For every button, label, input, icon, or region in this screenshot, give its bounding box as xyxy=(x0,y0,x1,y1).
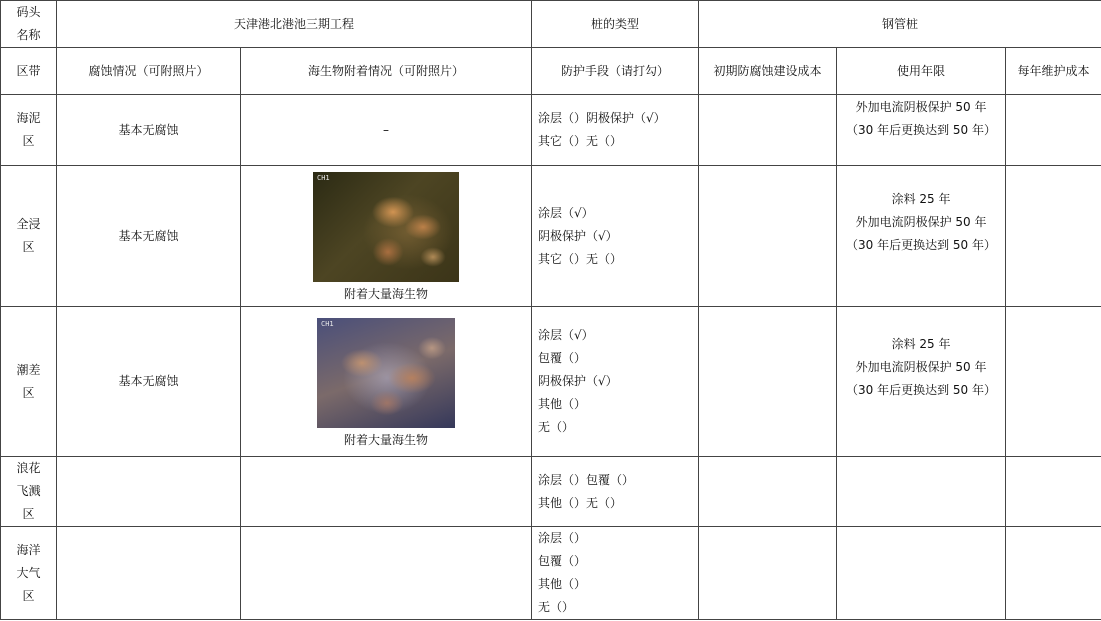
pile-type-value: 钢管桩 xyxy=(699,1,1101,48)
biofouling-cell xyxy=(241,457,532,527)
header-row-project xyxy=(1,1,1101,48)
col-protection: 防护手段（请打勾） xyxy=(532,48,699,95)
protection-line: 涂层（√） xyxy=(538,328,594,342)
corrosion-cell: 基本无腐蚀 xyxy=(57,95,241,166)
zone-line: 海泥 xyxy=(16,111,41,125)
protection-cell xyxy=(532,95,699,166)
initial-cost-cell xyxy=(699,166,837,307)
photo-channel-tag: CH1 xyxy=(317,174,330,182)
service-life-cell xyxy=(837,457,1006,527)
header-row-columns xyxy=(1,48,1101,95)
zone-line: 海洋 xyxy=(16,542,41,557)
service-life-line: （30 年后更换达到 50 年） xyxy=(846,123,996,137)
service-life-line: （30 年后更换达到 50 年） xyxy=(846,238,996,252)
protection-cell xyxy=(532,307,699,457)
protection-line: 其它（）无（） xyxy=(538,251,623,266)
corrosion-cell xyxy=(57,527,241,620)
photo-caption: 附着大量海生物 xyxy=(344,432,429,447)
col-service-life: 使用年限 xyxy=(837,48,1006,95)
protection-line: 其他（） xyxy=(538,577,587,591)
protection-line: 阴极保护（√） xyxy=(538,228,618,243)
service-life-cell xyxy=(837,166,1006,307)
table-row xyxy=(1,166,1101,307)
annual-cost-cell xyxy=(1006,95,1101,166)
service-life-cell xyxy=(837,307,1006,457)
protection-line: 包覆（） xyxy=(538,351,587,365)
service-life-line: （30 年后更换达到 50 年） xyxy=(846,383,996,397)
biofouling-photo xyxy=(313,172,459,282)
protection-line: 其它（）无（） xyxy=(538,134,623,148)
protection-line: 包覆（） xyxy=(538,554,587,568)
zone-line: 区 xyxy=(22,134,35,148)
photo-caption: 附着大量海生物 xyxy=(344,287,429,301)
zone-line: 区 xyxy=(22,507,35,521)
zone-cell xyxy=(1,307,57,457)
service-life-cell xyxy=(837,95,1006,166)
zone-line: 浪花 xyxy=(16,461,41,475)
service-life-line: 涂料 25 年 xyxy=(891,192,951,206)
zone-line: 大气 xyxy=(16,565,41,580)
protection-line: 涂层（）包覆（） xyxy=(538,472,635,487)
project-name: 天津港北港池三期工程 xyxy=(57,1,532,48)
protection-line: 阴极保护（√） xyxy=(538,374,618,388)
col-corrosion: 腐蚀情况（可附照片） xyxy=(57,48,241,95)
corrosion-cell: 基本无腐蚀 xyxy=(57,307,241,457)
table-row xyxy=(1,457,1101,527)
col-initial-cost: 初期防腐蚀建设成本 xyxy=(699,48,837,95)
corrosion-cell xyxy=(57,457,241,527)
protection-line: 无（） xyxy=(538,420,575,434)
biofouling-cell xyxy=(241,527,532,620)
table-row xyxy=(1,95,1101,166)
dock-name-label-line2: 名称 xyxy=(16,28,41,42)
initial-cost-cell xyxy=(699,307,837,457)
zone-cell xyxy=(1,457,57,527)
zone-cell xyxy=(1,95,57,166)
protection-line: 涂层（） xyxy=(538,531,587,545)
dock-name-label xyxy=(1,1,57,48)
col-zone: 区带 xyxy=(1,48,57,95)
col-biofouling: 海生物附着情况（可附照片） xyxy=(241,48,532,95)
zone-line: 飞溅 xyxy=(16,484,41,498)
zone-cell xyxy=(1,166,57,307)
protection-line: 涂层（√） xyxy=(538,205,594,220)
protection-cell xyxy=(532,457,699,527)
zone-line: 区 xyxy=(22,385,35,400)
pile-type-label: 桩的类型 xyxy=(532,1,699,48)
dock-name-label-line1: 码头 xyxy=(16,5,41,19)
zone-line: 区 xyxy=(22,240,35,254)
biofouling-cell: – xyxy=(241,95,532,166)
service-life-line: 外加电流阴极保护 50 年 xyxy=(855,215,987,229)
corrosion-cell: 基本无腐蚀 xyxy=(57,166,241,307)
col-annual-cost: 每年维护成本 xyxy=(1006,48,1101,95)
protection-line: 无（） xyxy=(538,600,575,614)
service-life-cell xyxy=(837,527,1006,620)
initial-cost-cell xyxy=(699,95,837,166)
zone-line: 全浸 xyxy=(16,217,41,231)
annual-cost-cell xyxy=(1006,307,1101,457)
biofouling-cell xyxy=(241,307,532,457)
zone-line: 潮差 xyxy=(16,362,41,377)
protection-line: 涂层（）阴极保护（√） xyxy=(538,111,666,125)
initial-cost-cell xyxy=(699,527,837,620)
protection-line: 其他（） xyxy=(538,397,587,411)
protection-cell xyxy=(532,527,699,620)
biofouling-cell xyxy=(241,166,532,307)
service-life-line: 外加电流阴极保护 50 年 xyxy=(855,100,987,114)
zone-line: 区 xyxy=(22,588,35,603)
photo-channel-tag: CH1 xyxy=(321,319,334,328)
service-life-line: 涂料 25 年 xyxy=(891,337,951,351)
zone-cell xyxy=(1,527,57,620)
annual-cost-cell xyxy=(1006,457,1101,527)
annual-cost-cell xyxy=(1006,166,1101,307)
initial-cost-cell xyxy=(699,457,837,527)
service-life-line: 外加电流阴极保护 50 年 xyxy=(855,360,987,374)
table-row xyxy=(1,307,1101,457)
table-row xyxy=(1,527,1101,620)
protection-line: 其他（）无（） xyxy=(538,495,623,510)
annual-cost-cell xyxy=(1006,527,1101,620)
protection-cell xyxy=(532,166,699,307)
biofouling-photo xyxy=(317,318,455,428)
